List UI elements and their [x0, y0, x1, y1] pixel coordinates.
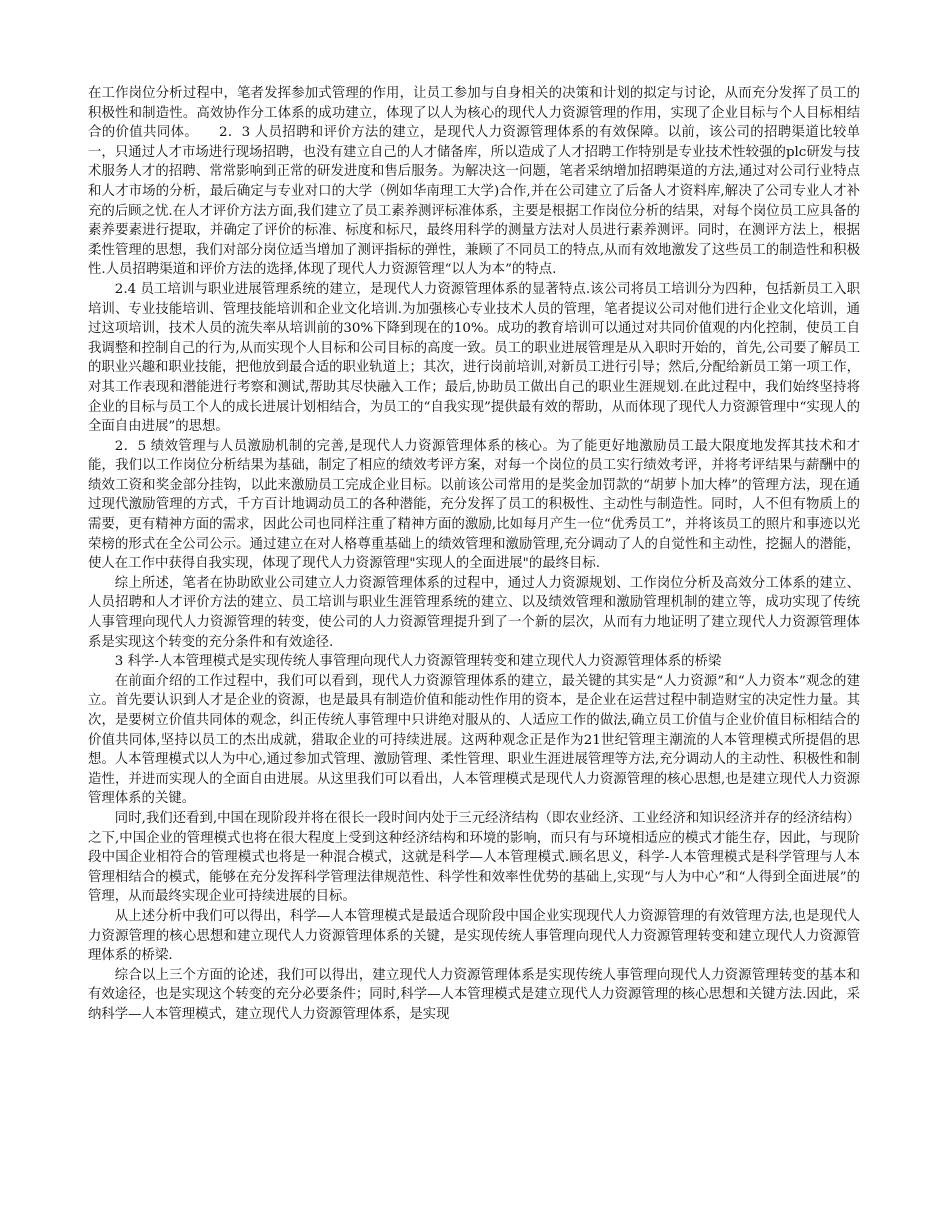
section-heading-3: 3 科学-人本管理模式是实现传统人事管理向现代人力资源管理转变和建立现代人力资源管理体系的桥梁 [114, 654, 722, 670]
paragraph-8: 综合以上三个方面的论述，我们可以得出，建立现代人力资源管理体系是实现传统人事管理向现代人力资源管理转变的基本和有效途径，也是实现这个转变的充分必要条件；同时,科学—人本管理模式是建立现代人力资源管理的核心思想和关键方法.因此，采纳科学—人本管理模式，建立现代人力资源管理体系，是实现 [88, 967, 860, 1022]
paragraph-3: 2．5 绩效管理与人员激励机制的完善,是现代人力资源管理体系的核心。为了能更好地激励员工最大限度地发挥其技术和才能，我们以工作岗位分析结果为基础，制定了相应的绩效考评方案，对每一个岗位的员工实行绩效考评，并将考评结果与薪酬中的绩效工资和奖金部分挂钩，以此来激励员工完成企业目标。以前该公司常用的是奖金加罚款的“胡萝卜加大棒”的管理方法，现在通过现代激励管理的方式，千方百计地调动员工的各种潜能，充分发挥了员工的积极性、主动性与制造性。同时，人不但有物质上的需要，更有精神方面的需求，因此公司也同样注重了精神方面的激励,比如每月产生一位“优秀员工”，并将该员工的照片和事迹以光荣榜的形式在全公司公示。通过建立在对人格尊重基础上的绩效管理和激励管理,充分调动了人的自觉性和主动性，挖掘人的潜能，使人在工作中获得自我实现，体现了现代人力资源管理"实现人的全面进展"的最终目标. [88, 438, 860, 572]
paragraph-1: 在工作岗位分析过程中，笔者发挥参加式管理的作用，让员工参加与自身相关的决策和计划的拟定与讨论，从而充分发挥了员工的积极性和制造性。高效协作分工体系的成功建立，体现了以人为核心的现代人力资源管理的作用，实现了企业目标与个人目标相结合的价值共同体。 2．3 人员招聘和评价方法的建立，是现代人力资源管理体系的有效保障。以前，该公司的招聘渠道比较单一，只通过人才市场进行现场招聘，也没有建立自己的人才储备库，所以造成了人才招聘工作特别是专业技术性较强的plc研发与技术服务人才的招聘、常常影响到正常的研发进度和售后服务。为解决这一问题，笔者采纳增加招聘渠道的方法,通过对公司行业特点和人才市场的分析，最后确定与专业对口的大学（例如华南理工大学)合作,并在公司建立了后备人才资料库,解决了公司专业人才补充的后顾之忧.在人才评价方法方面,我们建立了员工素养测评标准体系，主要是根据工作岗位分析的结果，对每个岗位员工应具备的素养要素进行提取，并确定了评价的标准、标度和标尺，最终用科学的测量方法对人员进行素养测评。同时，在测评方法上，根据柔性管理的思想，我们对部分岗位适当增加了测评指标的弹性，兼顾了不同员工的特点,从而有效地激发了这些员工的制造性和积极性.人员招聘渠道和评价方法的选择,体现了现代人力资源管理“以人为本”的特点. [88, 86, 860, 278]
paragraph-4: 综上所述，笔者在协助欧业公司建立人力资源管理体系的过程中，通过人力资源规划、工作岗位分析及高效分工体系的建立、人员招聘和人才评价方法的建立、员工培训与职业生涯管理系统的建立、以及绩效管理和激励管理机制的建立等，成功实现了传统人事管理向现代人力资源管理的转变，使公司的人力资源管理提升到了一个新的层次，从而有力地证明了建立现代人力资源管理体系是实现这个转变的充分条件和有效途径. [88, 575, 860, 650]
paragraph-2: 2.4 员工培训与职业进展管理系统的建立，是现代人力资源管理体系的显著特点.该公司将员工培训分为四种，包括新员工入职培训、专业技能培训、管理技能培训和企业文化培训.为加强核心专业技术人员的管理，笔者提议公司对他们进行企业文化培训，通过这项培训，技术人员的流失率从培训前的30%下降到现在的10%。成功的教育培训可以通过对共同价值观的内化控制，使员工自我调整和控制自己的行为,从而实现个人目标和公司目标的高度一致。员工的职业进展管理是从入职时开始的，首先,公司要了解员工的职业兴趣和职业技能，把他放到最合适的职业轨道上；其次，进行岗前培训,对新员工进行引导；然后,分配给新员工第一项工作，对其工作表现和潜能进行考察和测试,帮助其尽快融入工作；最后,协助员工做出自己的职业生涯规划.在此过程中，我们始终坚持将企业的目标与员工个人的成长进展计划相结合，为员工的“自我实现”提供最有效的帮助，从而体现了现代人力资源管理中“实现人的全面自由进展”的思想。 [88, 281, 860, 435]
paragraph-5: 在前面介绍的工作过程中，我们可以看到，现代人力资源管理体系的建立，最关键的其实是“人力资源”和“人力资本”观念的建立。首先要认识到人才是企业的资源，也是最具有制造价值和能动性作用的资本，是企业在运营过程中制造财宝的决定性力量。其次，是要树立价值共同体的观念，纠正传统人事管理中只讲绝对服从的、人适应工作的做法,确立员工价值与企业价值目标相结合的价值共同体,坚持以员工的杰出成就，猎取企业的可持续进展。这两种观念正是作为21世纪管理主潮流的人本管理模式所提倡的思想。人本管理模式以人为中心,通过参加式管理、激励管理、柔性管理、职业生涯进展管理等方法,充分调动人的主动性、积极性和制造性，并进而实现人的全面自由进展。从这里我们可以看出，人本管理模式是现代人力资源管理的核心思想,也是建立现代人力资源管理体系的关键。 [88, 673, 860, 807]
paragraph-6: 同时,我们还看到,中国在现阶段并将在很长一段时间内处于三元经济结构（即农业经济、工业经济和知识经济并存的经济结构）之下,中国企业的管理模式也将在很大程度上受到这种经济结构和环境的影响，而只有与环境相适应的模式才能生存，因此，与现阶段中国企业相符合的管理模式也将是一种混合模式，这就是科学—人本管理模式.顾名思义，科学-人本管理模式是科学管理与人本管理相结合的模式，能够在充分发挥科学管理法律规范性、科学性和效率性优势的基础上,实现“与人为中心”和“人得到全面进展”的管理，从而最终实现企业可持续进展的目标。 [88, 810, 860, 905]
paragraph-7: 从上述分析中我们可以得出，科学—人本管理模式是最适合现阶段中国企业实现现代人力资源管理的有效管理方法,也是现代人力资源管理的核心思想和建立现代人力资源管理体系的关键，是实现传统人事管理向现代人力资源管理转变和建立现代人力资源管理体系的桥梁. [88, 908, 860, 964]
document-body [88, 84, 860, 1025]
